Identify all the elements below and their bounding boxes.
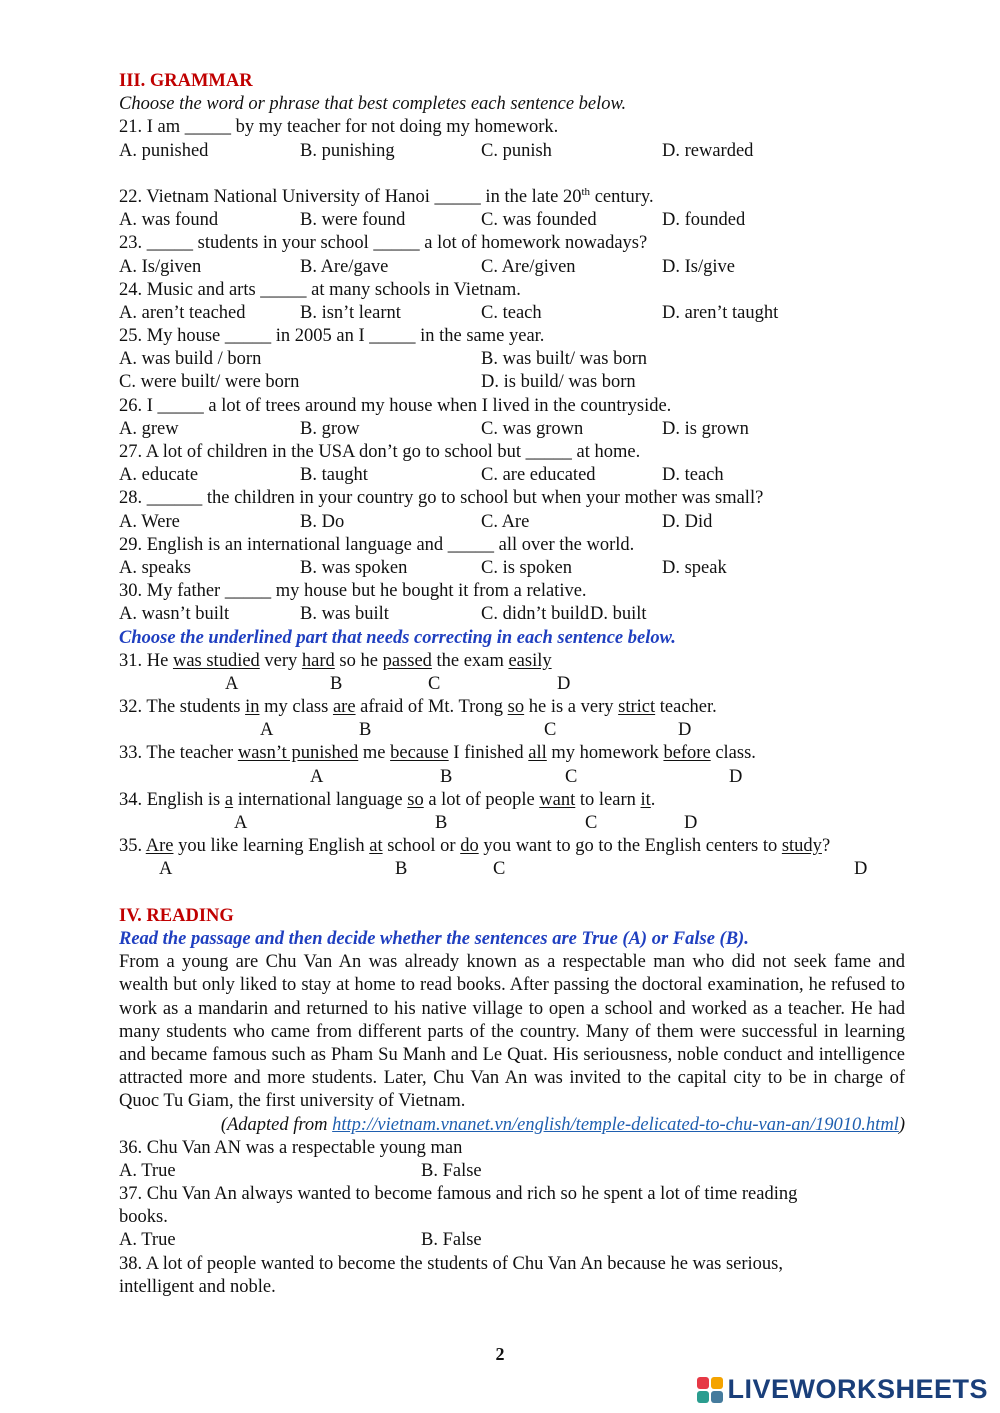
- option-c[interactable]: C. punish: [481, 140, 552, 161]
- options-25-cd: [119, 371, 905, 394]
- option-b[interactable]: B. were found: [300, 210, 406, 231]
- source-suffix: ): [898, 1114, 905, 1135]
- underlined-b[interactable]: hard: [301, 650, 335, 671]
- source-prefix: (Adapted from: [220, 1114, 333, 1135]
- underlined-b[interactable]: are: [332, 697, 356, 718]
- question-22-text: 22. Vietnam National University of Hanoi _____ in the late 20: [119, 186, 582, 207]
- question-24: 24. Music and arts _____ at many schools in Vietnam.: [119, 279, 521, 300]
- reading-heading: IV. READING: [119, 905, 234, 926]
- option-d[interactable]: D. Is/give: [662, 256, 735, 277]
- reading-passage: From a young are Chu Van An was already known as a respectable man who did not seek fame and wealth but only liked to stay at home to read books. After passing the doctoral examination, he refused to work as a mandarin and returned to his native village to open a school and worked as a teacher. He had many students who came from different parts of the country. Many of them were successful in learning and became famous such as Pham Su Manh and Le Quat. His seriousness, noble conduct and intelligence attracted more and more students. Later, Chu Van An was invited to the capital city to be in charge of Quoc Tu Giam, the first university of Vietnam.: [119, 952, 905, 1112]
- labels-31: [119, 673, 905, 696]
- label-c: C: [493, 859, 506, 880]
- text: 31. He: [119, 650, 173, 671]
- option-d[interactable]: D. Did: [662, 511, 713, 532]
- option-b[interactable]: B. isn’t learnt: [300, 302, 401, 323]
- option-b[interactable]: B. was built: [300, 604, 389, 625]
- underlined-a[interactable]: was studied: [172, 650, 260, 671]
- option-b[interactable]: B. punishing: [300, 140, 395, 161]
- liveworksheets-brand: [697, 1374, 988, 1405]
- label-c: C: [585, 813, 598, 833]
- option-a[interactable]: A. speaks: [119, 557, 191, 578]
- option-d[interactable]: D. speak: [662, 557, 727, 578]
- question-30: 30. My father _____ my house but he bought it from a relative.: [119, 581, 587, 602]
- underlined-c[interactable]: all: [528, 743, 547, 764]
- label-b: B: [395, 859, 408, 880]
- option-a[interactable]: A. aren’t teached: [119, 302, 246, 323]
- option-true[interactable]: A. True: [119, 1160, 176, 1181]
- option-c[interactable]: C. were built/ were born: [119, 372, 300, 393]
- label-d: D: [678, 720, 692, 741]
- text: ?: [821, 836, 831, 857]
- reading-instruction: Read the passage and then decide whether the sentences are True (A) or False (B).: [119, 928, 749, 949]
- option-c[interactable]: C. Are/given: [481, 256, 576, 277]
- question-27: 27. A lot of children in the USA don’t go to school but _____ at home.: [119, 442, 641, 462]
- text: you like learning English: [173, 836, 370, 857]
- label-c: C: [565, 766, 578, 787]
- text: teacher.: [655, 697, 717, 718]
- text: very: [259, 650, 302, 671]
- options-28: [119, 511, 905, 534]
- text: my homework: [546, 743, 664, 764]
- grammar-heading: III. GRAMMAR: [119, 71, 253, 91]
- underlined-d[interactable]: before: [663, 743, 711, 764]
- underlined-a[interactable]: in: [245, 697, 260, 718]
- underlined-a[interactable]: Are: [145, 836, 174, 857]
- option-a[interactable]: A. was found: [119, 210, 219, 231]
- question-32: [119, 696, 905, 719]
- option-b[interactable]: B. grow: [300, 418, 360, 439]
- question-37: 37. Chu Van An always wanted to become famous and rich so he spent a lot of time reading: [119, 1184, 798, 1205]
- option-d[interactable]: D. is build/ was born: [481, 372, 636, 393]
- question-22: [119, 186, 905, 209]
- labels-33: [119, 766, 905, 789]
- label-b: B: [440, 766, 453, 787]
- label-d: D: [854, 859, 868, 880]
- label-d: D: [729, 766, 743, 787]
- question-29: 29. English is an international language and _____ all over the world.: [119, 534, 635, 555]
- options-26: [119, 418, 905, 441]
- grammar-instruction: Choose the word or phrase that best completes each sentence below.: [119, 94, 627, 115]
- question-23: 23. _____ students in your school _____ a lot of homework nowadays?: [119, 233, 648, 254]
- label-a: A: [310, 766, 324, 787]
- question-38: 38. A lot of people wanted to become the students of Chu Van An because he was serious,: [119, 1253, 783, 1274]
- underlined-c[interactable]: so: [507, 697, 525, 718]
- text: 35.: [119, 836, 146, 857]
- text: international language: [233, 789, 408, 810]
- option-b[interactable]: B. Do: [300, 511, 345, 532]
- question-36: 36. Chu Van AN was a respectable young man: [119, 1137, 463, 1158]
- option-false[interactable]: B. False: [421, 1230, 482, 1251]
- text: me: [358, 743, 391, 764]
- text: my class: [259, 697, 333, 718]
- options-24: [119, 302, 905, 325]
- text: 32. The students: [119, 697, 246, 718]
- option-b[interactable]: B. was spoken: [300, 557, 408, 578]
- option-d[interactable]: D. rewarded: [662, 140, 754, 161]
- label-a: A: [159, 859, 173, 880]
- text: afraid of Mt. Trong: [355, 697, 508, 718]
- underlined-d[interactable]: strict: [618, 697, 656, 718]
- error-instruction: Choose the underlined part that needs correcting in each sentence below.: [119, 627, 676, 648]
- underlined-d[interactable]: easily: [508, 650, 552, 671]
- text: I finished: [448, 743, 529, 764]
- text: a lot of people: [423, 789, 540, 810]
- labels-32: [119, 719, 905, 742]
- underlined-a[interactable]: a: [224, 789, 234, 810]
- option-d[interactable]: D. aren’t taught: [662, 302, 779, 323]
- option-b[interactable]: B. was built/ was born: [481, 349, 647, 370]
- text: 33. The teacher: [119, 743, 238, 764]
- options-21: [119, 140, 905, 163]
- label-c: C: [544, 720, 557, 741]
- liveworksheets-logo-icon: [697, 1377, 723, 1403]
- text: class.: [710, 743, 756, 764]
- option-c[interactable]: C. was founded: [481, 210, 597, 231]
- options-27: [119, 464, 905, 487]
- text: school or: [382, 836, 461, 857]
- label-a: A: [260, 720, 274, 741]
- text: so he: [334, 650, 383, 671]
- question-33: [119, 742, 905, 765]
- labels-35: [119, 858, 905, 881]
- question-31: [119, 650, 905, 673]
- option-b[interactable]: B. taught: [300, 465, 368, 486]
- underlined-d[interactable]: study: [781, 836, 822, 857]
- underlined-c[interactable]: do: [460, 836, 479, 857]
- question-28: 28. ______ the children in your country go to school but when your mother was small?: [119, 488, 764, 509]
- question-34: [119, 789, 905, 812]
- option-true[interactable]: A. True: [119, 1230, 176, 1251]
- page-number: 2: [495, 1344, 505, 1364]
- underlined-c[interactable]: passed: [382, 650, 432, 671]
- option-c[interactable]: C. Are: [481, 511, 530, 532]
- option-b[interactable]: B. Are/gave: [300, 256, 389, 277]
- underlined-b[interactable]: so: [407, 789, 424, 810]
- underlined-a[interactable]: wasn’t punished: [237, 743, 359, 764]
- text: he is a very: [524, 697, 619, 718]
- option-d[interactable]: D. is grown: [662, 418, 749, 439]
- question-25: 25. My house _____ in 2005 an I _____ in the same year.: [119, 326, 545, 347]
- option-c[interactable]: C. is spoken: [481, 557, 572, 578]
- options-37: [119, 1229, 905, 1252]
- text: the exam: [431, 650, 509, 671]
- underlined-b[interactable]: because: [390, 743, 449, 764]
- option-c[interactable]: C. didn’t build: [481, 604, 590, 625]
- options-22: [119, 209, 905, 232]
- label-a: A: [225, 673, 239, 694]
- text: to learn: [575, 789, 641, 810]
- label-d: D: [557, 673, 571, 694]
- option-d[interactable]: D. founded: [662, 210, 746, 231]
- question-21: 21. I am _____ by my teacher for not doing my homework.: [119, 117, 559, 138]
- label-b: B: [330, 673, 343, 694]
- option-a[interactable]: A. Were: [119, 511, 180, 532]
- option-a[interactable]: A. wasn’t built: [119, 604, 230, 625]
- label-b: B: [359, 720, 372, 741]
- text: 34. English is: [119, 789, 225, 810]
- label-a: A: [234, 813, 248, 833]
- options-29: [119, 557, 905, 580]
- question-37-cont: books.: [119, 1207, 168, 1228]
- label-d: D: [684, 813, 698, 833]
- options-25-ab: [119, 348, 905, 371]
- passage-source: [119, 1114, 905, 1137]
- question-35: [119, 835, 905, 858]
- question-38-cont: intelligent and noble.: [119, 1276, 276, 1297]
- text: you want to go to the English centers to: [478, 836, 782, 857]
- underlined-d[interactable]: it: [640, 789, 651, 810]
- option-a[interactable]: A. grew: [119, 418, 179, 439]
- options-36: [119, 1160, 905, 1183]
- label-c: C: [428, 673, 441, 694]
- underlined-c[interactable]: want: [539, 789, 576, 810]
- question-26: 26. I _____ a lot of trees around my house when I lived in the countryside.: [119, 395, 672, 416]
- brand-name: LIVEWORKSHEETS: [727, 1374, 988, 1404]
- options-23: [119, 256, 905, 279]
- label-b: B: [435, 813, 448, 833]
- labels-34: [119, 812, 905, 835]
- question-22-tail: century.: [590, 186, 654, 207]
- option-c[interactable]: C. was grown: [481, 418, 584, 439]
- option-a[interactable]: A. punished: [119, 140, 209, 161]
- option-c[interactable]: C. are educated: [481, 465, 596, 486]
- underlined-b[interactable]: at: [369, 836, 383, 857]
- superscript: th: [581, 185, 591, 198]
- worksheet-page: [119, 70, 905, 1299]
- text: .: [650, 789, 656, 810]
- options-30: [119, 603, 905, 626]
- option-false[interactable]: B. False: [421, 1160, 482, 1181]
- option-d[interactable]: D. built: [590, 604, 647, 625]
- option-a[interactable]: A. Is/given: [119, 256, 202, 277]
- option-d[interactable]: D. teach: [662, 465, 724, 486]
- option-a[interactable]: A. was build / born: [119, 349, 262, 370]
- option-c[interactable]: C. teach: [481, 302, 542, 323]
- source-link[interactable]: http://vietnam.vnanet.vn/english/temple-delicated-to-chu-van-an/19010.html: [332, 1114, 899, 1135]
- option-a[interactable]: A. educate: [119, 465, 199, 486]
